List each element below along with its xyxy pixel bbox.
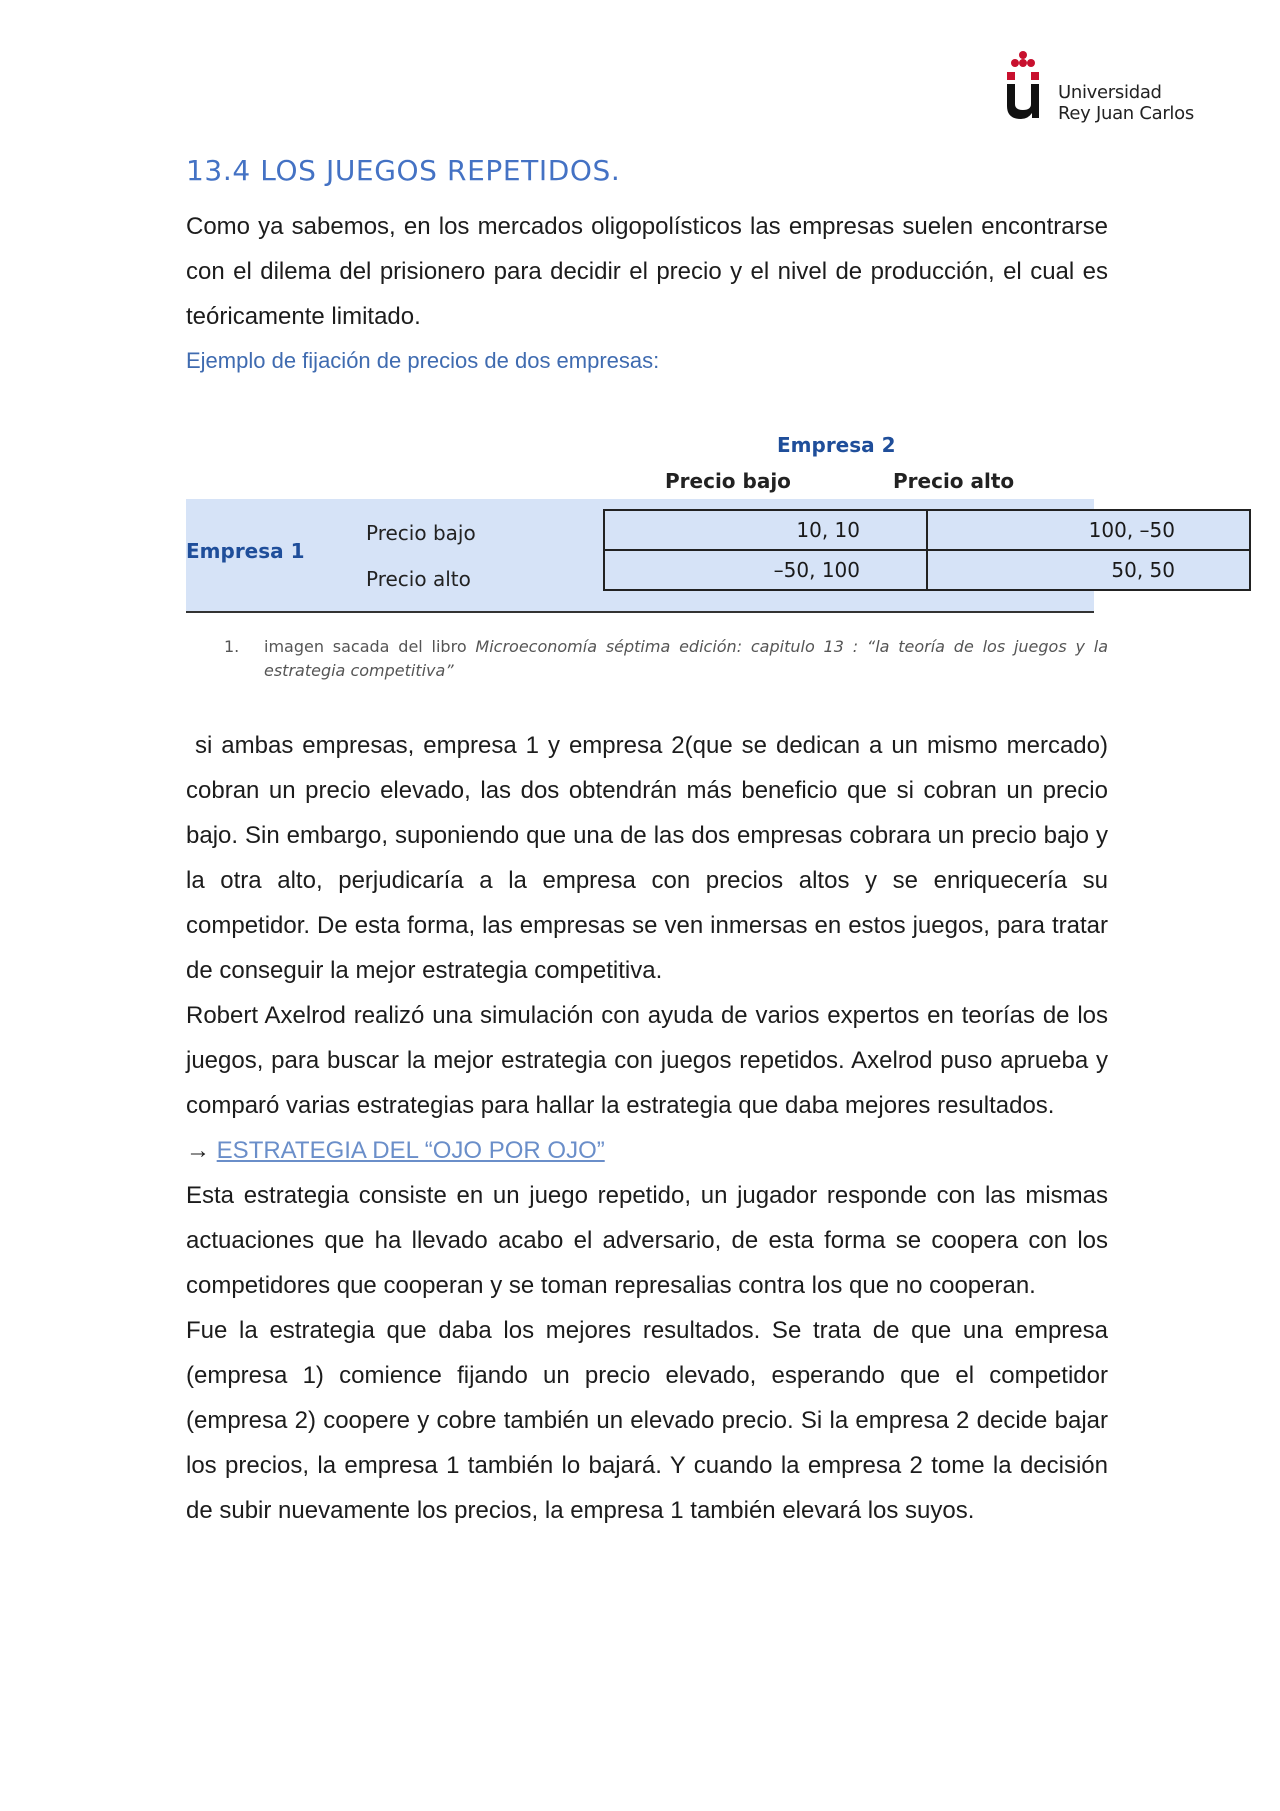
footnote-source: Microeconomía séptima edición: capitulo 13 : “la teoría de los juegos y la estrategia competitiva” [264,637,1108,680]
strategy-link[interactable]: ESTRATEGIA DEL “OJO POR OJO” [216,1137,605,1164]
example-caption: Ejemplo de fijación de precios de dos empresas: [186,348,660,373]
figure-footnote [186,635,1108,683]
paragraph: Esta estrategia consiste en un juego repetido, un jugador responde con las mismas actuaciones que ha llevado acabo el adversario, de esta forma se coopera con los competidores que cooperan y se toman represalias contra los que no cooperan. [186,1182,1108,1299]
intro-paragraph: Como ya sabemos, en los mercados oligopolísticos las empresas suelen encontrarse con el dilema del prisionero para decidir el precio y el nivel de producción, el cual es teóricamente limitado. [186,213,1108,330]
col-header-precio-alto: Precio alto [893,469,1015,493]
urjc-logo-icon [1003,50,1053,120]
arrow-icon: → [186,1137,210,1164]
document-page [186,148,1175,1533]
payoff-cell: 100, –50 [927,510,1250,550]
section-title: 13.4 LOS JUEGOS REPETIDOS. [186,154,621,187]
row-header-precio-bajo: Precio bajo [366,521,476,545]
university-name [1058,82,1194,124]
payoff-figure [186,421,1175,669]
strategy-link-line [186,1128,1108,1173]
row-header-precio-alto: Precio alto [366,567,471,591]
col-header-precio-bajo: Precio bajo [665,469,791,493]
player1-label: Empresa 1 [186,539,305,563]
payoff-cell: 50, 50 [927,550,1250,590]
paragraph: si ambas empresas, empresa 1 y empresa 2(que se dedican a un mismo mercado) cobran un precio elevado, las dos obtendrán más beneficio que si cobran un precio bajo. Sin embargo, suponiendo que una de las dos empresas cobrara un precio bajo y la otra alto, perjudicaría a la empresa con precios altos y se enriquecería su competidor. De esta forma, las empresas se ven inmersas en estos juegos, para tratar de conseguir la mejor estrategia competitiva. [186,732,1115,984]
figure-divider [186,611,1094,613]
university-name-line1: Universidad [1058,82,1162,103]
university-logo [1003,50,1203,130]
payoff-row [604,550,1250,590]
paragraph: Robert Axelrod realizó una simulación con ayuda de varios expertos en teorías de los juegos, para buscar la mejor estrategia con juegos repetidos. Axelrod puso aprueba y comparó varias estrategias para hallar la estrategia que daba mejores resultados. [186,1002,1108,1119]
payoff-row [604,510,1250,550]
payoff-cell: –50, 100 [604,550,927,590]
payoff-cell: 10, 10 [604,510,927,550]
footnote-number: 1. [224,637,240,656]
university-name-line2: Rey Juan Carlos [1058,103,1194,124]
payoff-matrix [603,509,1251,591]
footnote-text: imagen sacada del libro [264,637,476,656]
player2-label: Empresa 2 [777,433,896,457]
paragraph: Fue la estrategia que daba los mejores resultados. Se trata de que una empresa (empresa 1) comience fijando un precio elevado, esperando que el competidor (empresa 2) coopere y cobre también un elevado precio. Si la empresa 2 decide bajar los precios, la empresa 1 también lo bajará. Y cuando la empresa 2 tome la decisión de subir nuevamente los precios, la empresa 1 también elevará los suyos. [186,1317,1108,1524]
